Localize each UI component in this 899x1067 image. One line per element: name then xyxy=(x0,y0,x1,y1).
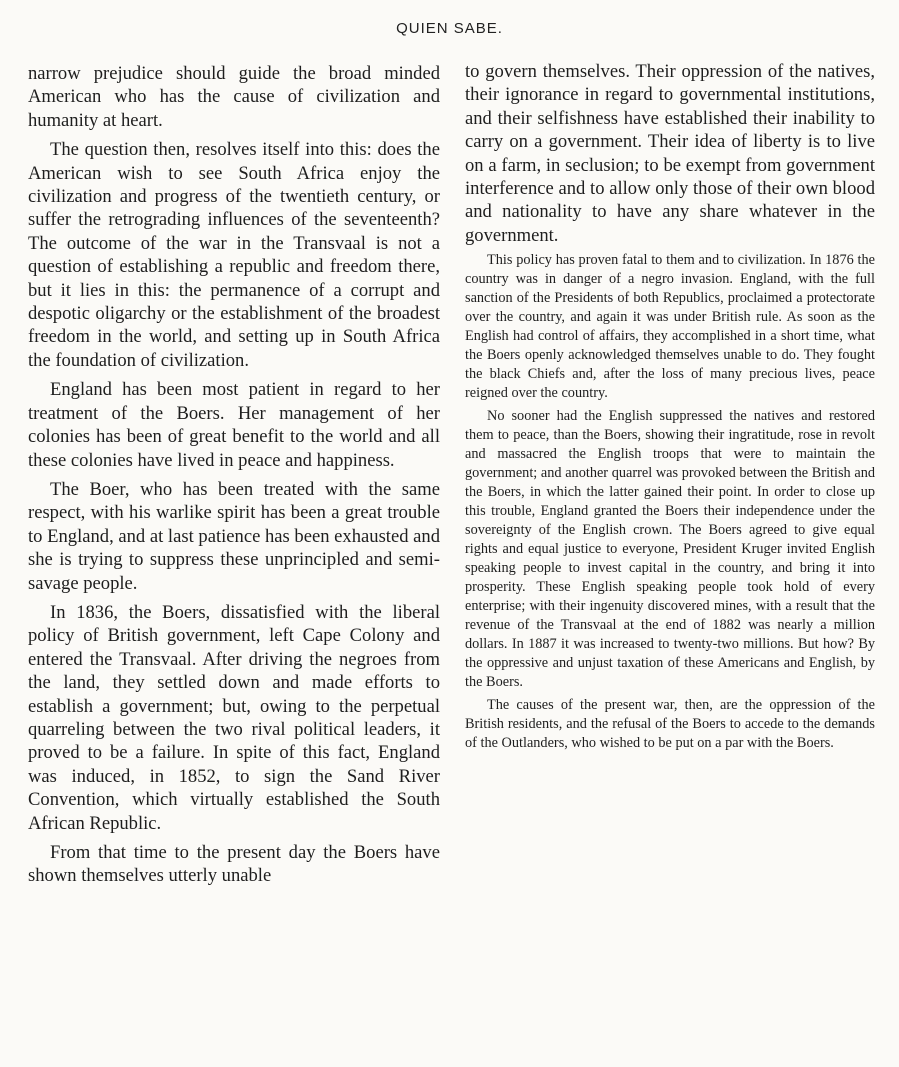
paragraph: narrow prejudice should guide the broad minded American who has the cause of civilization and humanity at heart. xyxy=(28,63,440,131)
paragraph: No sooner had the English suppressed the natives and restored them to peace, than the Boers, showing their ingratitude, rose in revolt and massacred the English troops that were to maintain the government; and another quarrel was provoked between the British and the Boers, in which the latter gained their point. In order to close up this trouble, England granted the Boers their independence under the sovereignty of the English crown. The Boers agreed to give equal rights and equal justice to everyone, President Kruger invited English speaking people to invest capital in the country, and bring it into prosperity. These English speaking people took hold of every enterprise; with their ingenuity discovered mines, with a result that the revenue of the Transvaal at the end of 1882 was nearly a million dollars. In 1887 it was increased to twenty-two millions. But how? By the oppressive and unjust taxation of these Americans and English, by the Boers. xyxy=(465,408,875,691)
left-column xyxy=(28,62,440,894)
right-column xyxy=(465,60,875,757)
paragraph: The question then, resolves itself into this: does the American wish to see South Africa enjoy the civilization and progress of the twentieth century, or suffer the retrograding influences of the seventeenth? The outcome of the war in the Transvaal is not a question of establishing a republic and freedom there, but it lies in this: the permanence of a corrupt and despotic oligarchy or the establishment of the broadest freedom in the world, and setting up in South Africa the foundation of civilization. xyxy=(28,139,440,371)
paragraph: The causes of the present war, then, are the oppression of the British residents, and the refusal of the Boers to accede to the demands of the Outlanders, who wished to be put on a par with the Boers. xyxy=(465,697,875,752)
paragraph: In 1836, the Boers, dissatisfied with the liberal policy of British government, left Cape Colony and entered the Transvaal. After driving the negroes from the land, they settled down and made efforts to establish a government; but, owing to the perpetual quarreling between the two rival political leaders, it proved to be a failure. In spite of this fact, England was induced, in 1852, to sign the Sand River Convention, which virtually established the South African Republic. xyxy=(28,601,440,834)
running-header: QUIEN SABE. xyxy=(396,20,503,37)
paragraph: This policy has proven fatal to them and to civilization. In 1876 the country was in danger of a negro invasion. England, with the full sanction of the Presidents of both Republics, proclaimed a protectorate over the country, and again it was under British rule. As soon as the English had control of affairs, they accomplished in a short time, what the Boers openly acknowledged themselves unable to do. They fought the black Chiefs and, after the loss of many precious lives, peace reigned over the country. xyxy=(465,252,875,402)
right-column-large-text xyxy=(465,60,875,247)
paragraph: The Boer, who has been treated with the same respect, with his warlike spirit has been a great trouble to England, and at last patience has been exhausted and she is trying to suppress these unprincipled and semi-savage people. xyxy=(28,478,441,594)
right-column-small-text xyxy=(465,251,875,753)
paragraph: to govern themselves. Their oppression of the natives, their ignorance in regard to governmental institutions, and their selfishness have established their inability to carry on a government. Their idea of liberty is to live on a farm, in seclusion; to be exempt from government interference and to allow only those of their own blood and nationality to have any share whatever in the government. xyxy=(465,61,875,246)
paragraph: From that time to the present day the Boers have shown themselves utterly unable xyxy=(28,842,440,887)
paragraph: England has been most patient in regard to her treatment of the Boers. Her management of her colonies has been of great benefit to the world and all these colonies have lived in peace and happiness. xyxy=(28,379,440,471)
